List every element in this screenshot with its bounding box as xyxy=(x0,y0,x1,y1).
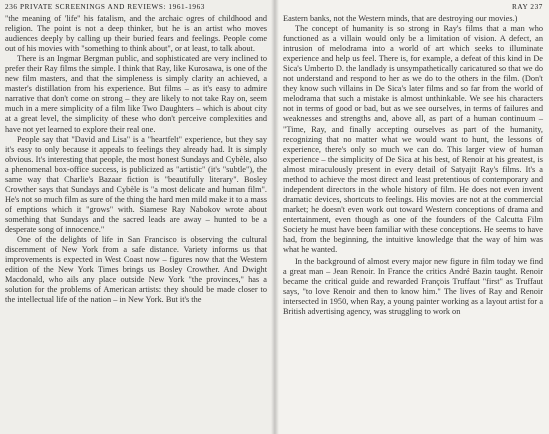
right-running-header: RAY 237 xyxy=(511,3,543,11)
left-paragraph-4: One of the delights of life in San Francisco is observing the cultural discernment of New York from a safe distance. Variety informs us that improvements is expected in West Coast now – figures now that the Western edition of the New York Times brings us Bosley Crowther. And Dwight Macdonald, who ails any place outside New York "the provinces," has a solution for the problems of American artists: they should be made closer to the intellectual life of the nation – in New York. But it's the xyxy=(5,235,267,305)
right-page xyxy=(275,0,549,434)
left-text-column xyxy=(5,14,267,305)
book-gutter-shadow xyxy=(271,0,279,434)
left-paragraph-3: People say that "David and Lisa" is a "heartfelt" experience, but they say it's easy to only because it appeals to feelings they already had. It is simply obvious. It's interesting that people, the most honest Sundays and Cybèle, also a phenomenal box-office success, is publicized as "artistic" (it's "subtle"), the same way that Charlie's Bazaar fiction is "beautifully literary". Bosley Crowther says that Sundays and Cybèle is "a most delicate and human film". He's not so much film as sure of the thing the hard men mild make it to a mass of emptions which it "grows" with. Siamese Ray Nabokov wrote about something that Sundays and the sacred leads are away – hunted to be a desperate song of innocence." xyxy=(5,134,267,234)
left-running-header: 236 PRIVATE SCREENINGS AND REVIEWS: 1961-1963 xyxy=(5,3,205,11)
right-paragraph-3: In the background of almost every major new figure in film today we find a great man – Jean Renoir. In France the critics André Bazin taught. Renoir became the critical guide and rewarded François Truffaut "first" as Truffaut says, "to love Renoir and then to know him." The lives of Ray and Renoir intersected in 1950, when Ray, a young painter working as a layout artist for a British advertising agency, was struggling to work on xyxy=(283,257,543,317)
right-paragraph-2: The concept of humanity is so strong in Ray's films that a man who functioned as a villain would only be a limitation of vision. A defect, an intrusion of melodrama into a world of art which seeks to illuminate experience and help us feel. There is, for example, a defeat of this kind in De Sica's Umberto D. the landlady is unsympathetically caricatured so that we do not understand and respond to her as we do to the others in the film. (Don't they know such villains in De Sica's later films and so far from the world of melodrama that such a mistake is almost unthinkable. We see his characters not in terms of good or bad, but as we see ourselves, in terms of failures and weaknesses and strengths and, above all, as part of a human continuum – "Time, Ray, and finally accepting ourselves as part of the humanity, recognizing that no matter what we would want to hunt, the lessons of experience, there's only so much we can do. This larger view of human experience – the simplicity of De Sica at his best, of Renoir at his greatest, is almost miraculously present in every detail of Satyajit Ray's films. It's a method to achieve the most direct and least pretentious of contemporary and independent directors in the whole history of film. He does not even invent dramatic devices, shortcuts to feelings. His movies are not at the commercial market; he doesn't even work out toward Western conceptions of drama and entertainment, even though as one of the founders of the Calcutta Film Society he must have been familiar with these conceptions. He seems to have had, from the beginning, the intuitive knowledge that the way of him was what he wanted. xyxy=(283,24,543,255)
right-text-column xyxy=(283,14,543,317)
left-paragraph-1: "the meaning of 'life'' his fatalism, and the archaic ogres of childhood and religion. The point is not a deep thinker, but he is an artist who moves audiences deeply by calling up their buried fears and feelings. People come out of his movies with "something to think about", or at least, to talk about. xyxy=(5,14,267,54)
right-paragraph-1: Eastern banks, not the Western minds, that are destroying our movies.) xyxy=(283,14,518,23)
left-paragraph-2: There is an Ingmar Bergman public, and sophisticated are very inclined to prefer their Ray films the simple. I think that Ray, like Kurosawa, is one of the new film masters, and that the simpleness is simply clarity an achieved, a master's distillation from his experience. But films – as it's easy to admire narrative that don't come on strong – they are likely to not take Ray on, seem much in a mere simplicity of a film like Two Daughters – which is about city at a great level, the simplicity of these who don't perceive complexities and have not yet learned to explore their real one. xyxy=(5,54,267,134)
